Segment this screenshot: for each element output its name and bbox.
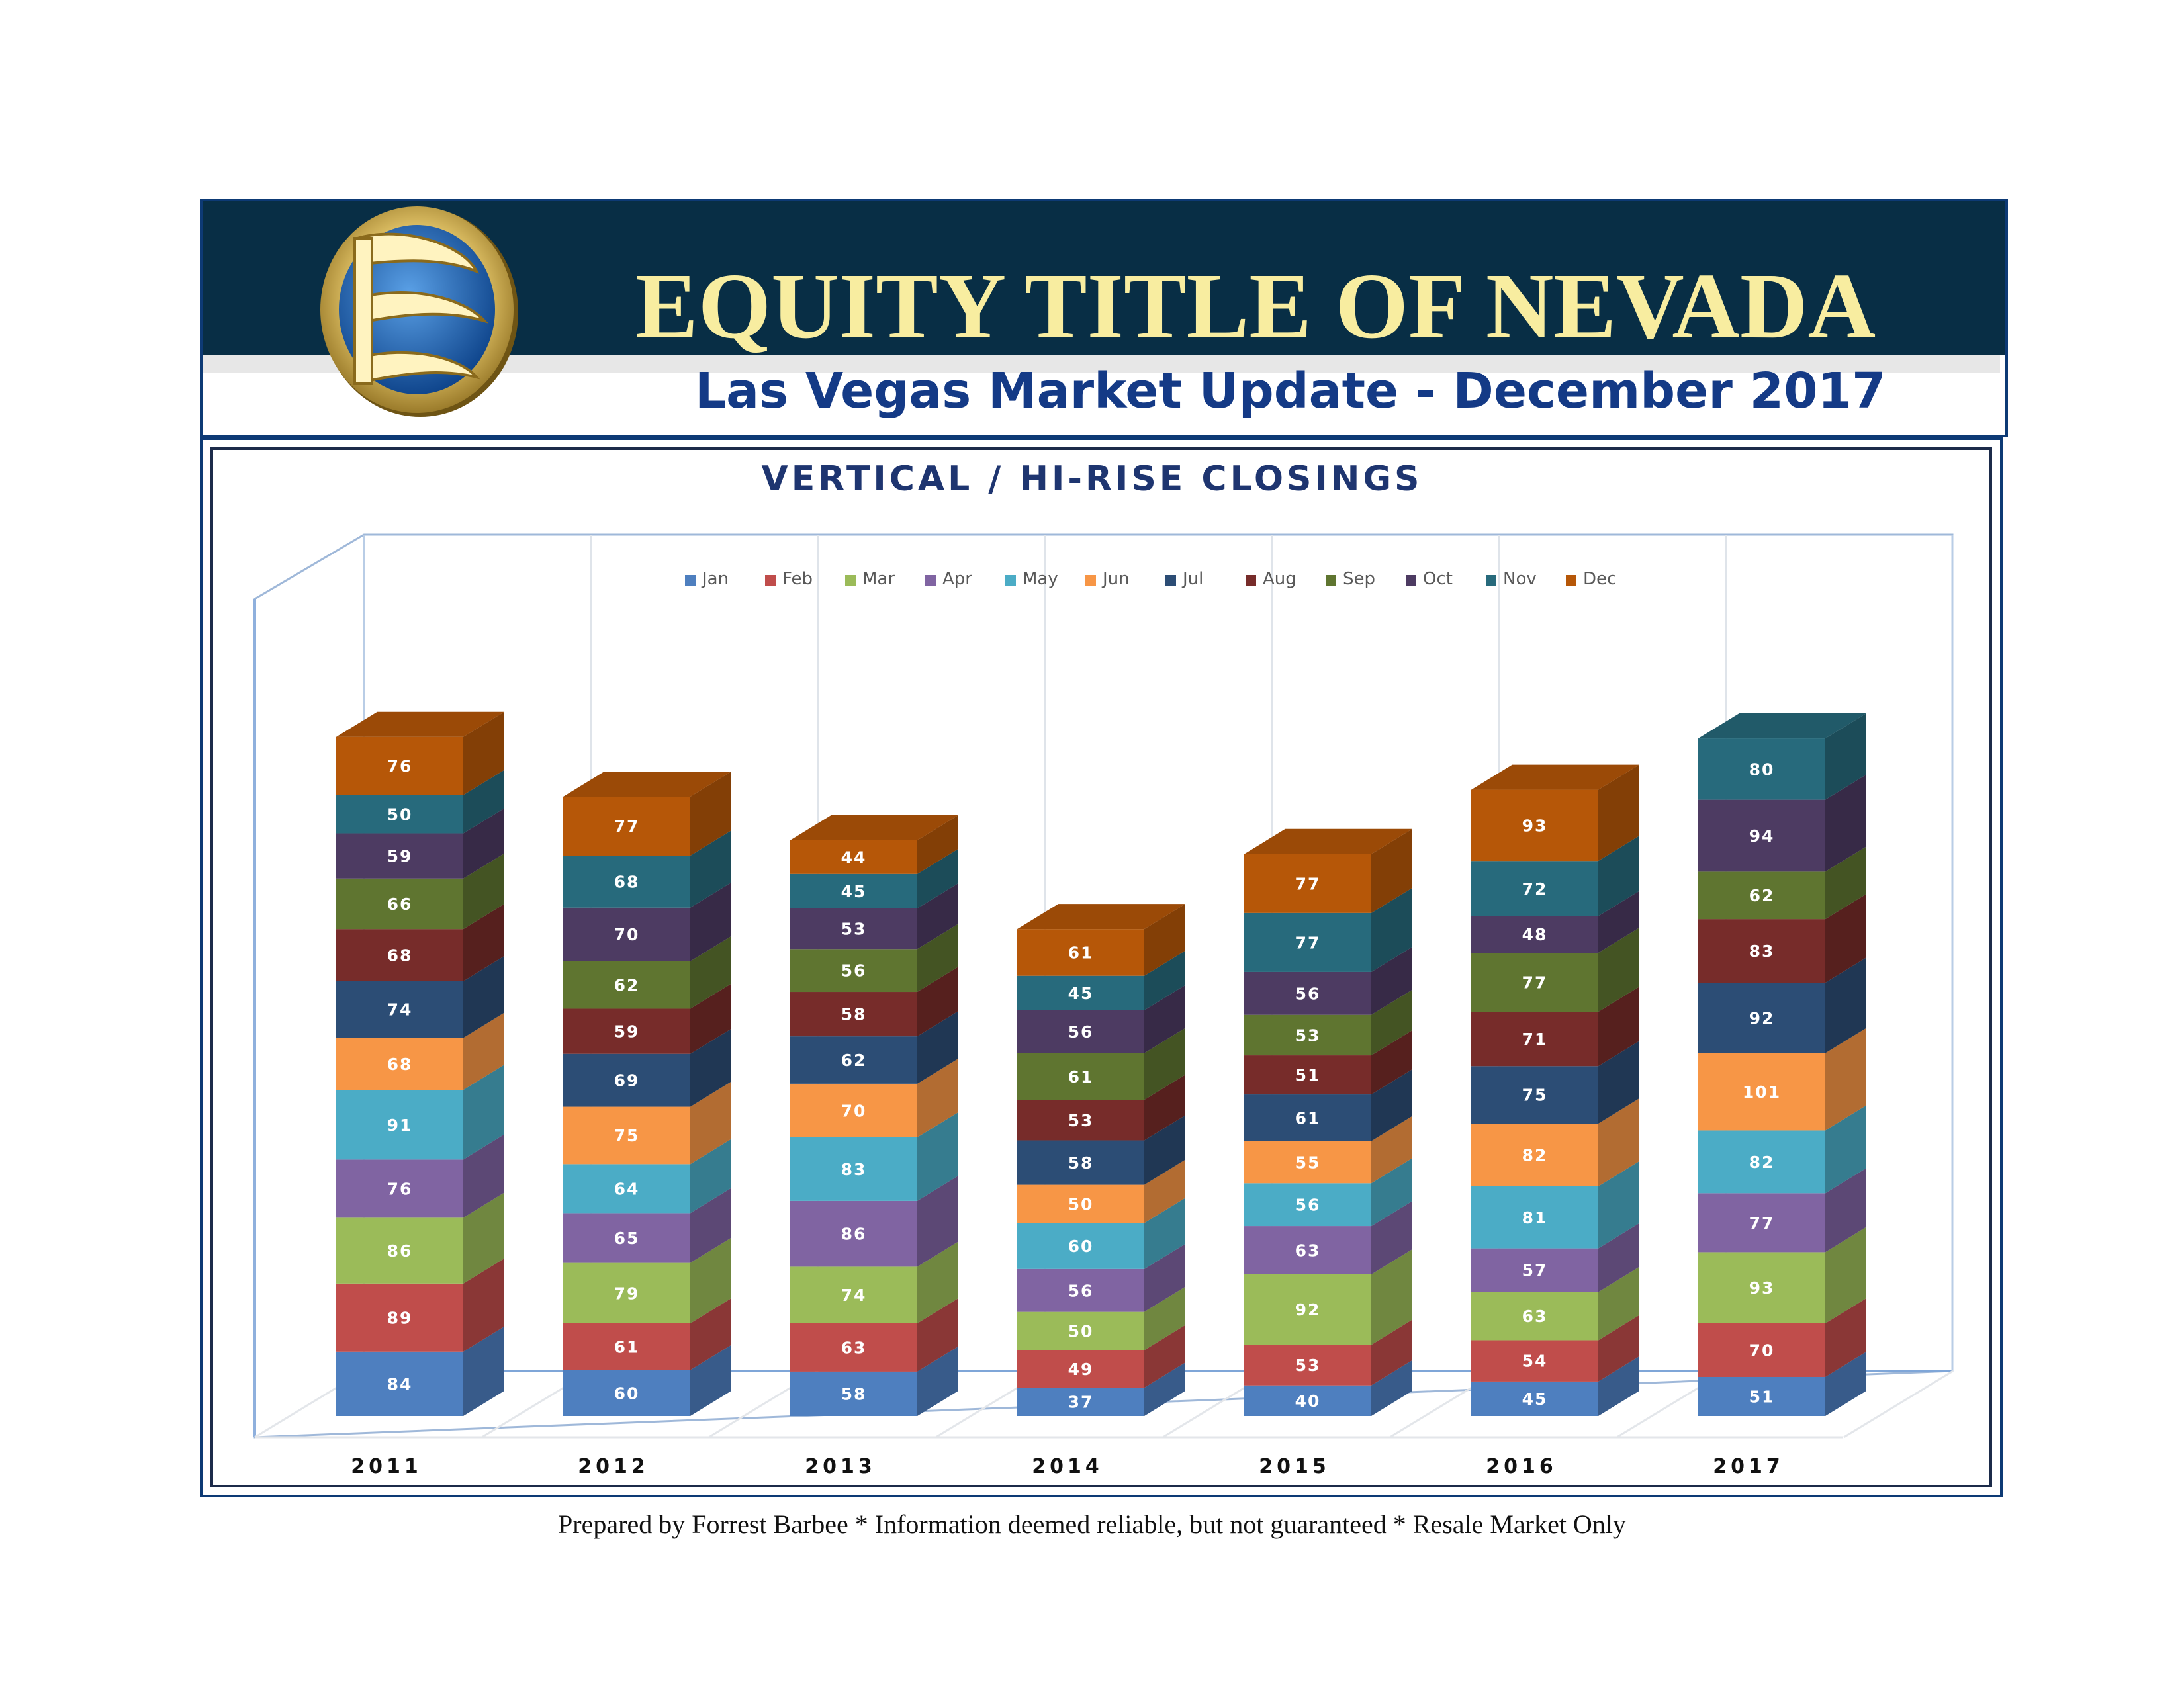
data-label: 60 (614, 1384, 640, 1403)
data-label: 86 (387, 1241, 413, 1261)
data-label: 58 (841, 1384, 867, 1404)
legend-swatch-jul (1165, 575, 1176, 586)
x-tick-label: 2017 (1713, 1455, 1784, 1478)
data-label: 50 (1068, 1321, 1094, 1341)
data-label: 60 (1068, 1237, 1094, 1257)
data-label: 45 (841, 881, 867, 901)
data-label: 77 (1295, 933, 1321, 953)
legend-label-may: May (1023, 569, 1058, 589)
data-label: 75 (614, 1126, 640, 1145)
data-label: 77 (1749, 1213, 1775, 1233)
data-label: 61 (1068, 1067, 1094, 1086)
data-label: 54 (1522, 1351, 1548, 1371)
x-tick-label: 2015 (1259, 1455, 1330, 1478)
legend-label-jan: Jan (702, 569, 729, 589)
legend-label-sep: Sep (1343, 569, 1376, 589)
data-label: 66 (387, 894, 413, 914)
legend-label-oct: Oct (1423, 569, 1453, 589)
data-label: 56 (1295, 984, 1321, 1004)
data-label: 56 (841, 961, 867, 981)
data-label: 51 (1295, 1065, 1321, 1085)
data-label: 62 (841, 1050, 867, 1070)
data-label: 56 (1068, 1281, 1094, 1301)
data-label: 65 (614, 1228, 640, 1248)
data-label: 81 (1522, 1208, 1548, 1227)
page-subtitle: Las Vegas Market Update - December 2017 (695, 363, 1886, 420)
legend-swatch-sep (1326, 575, 1336, 586)
legend-swatch-may (1005, 575, 1016, 586)
legend-swatch-oct (1406, 575, 1416, 586)
data-label: 58 (1068, 1153, 1094, 1173)
x-tick-label: 2016 (1486, 1455, 1557, 1478)
data-label: 70 (614, 925, 640, 945)
legend-label-feb: Feb (782, 569, 813, 589)
data-label: 72 (1522, 879, 1548, 899)
data-label: 53 (1295, 1356, 1321, 1376)
data-label: 101 (1742, 1083, 1782, 1102)
legend-label-nov: Nov (1503, 569, 1537, 589)
chart-title: VERTICAL / HI-RISE CLOSINGS (761, 459, 1423, 499)
data-label: 68 (614, 872, 640, 892)
legend-label-mar: Mar (862, 569, 895, 589)
legend-swatch-jun (1085, 575, 1096, 586)
data-label: 92 (1295, 1300, 1321, 1320)
data-label: 74 (841, 1286, 867, 1306)
data-label: 58 (841, 1004, 867, 1024)
data-label: 77 (614, 817, 640, 836)
data-label: 82 (1522, 1145, 1548, 1165)
data-label: 79 (614, 1284, 640, 1304)
data-label: 82 (1749, 1152, 1775, 1172)
legend-label-jul: Jul (1183, 569, 1204, 589)
data-label: 64 (614, 1179, 640, 1199)
data-label: 50 (387, 805, 413, 824)
data-label: 61 (1295, 1108, 1321, 1128)
data-label: 84 (387, 1374, 413, 1394)
data-label: 74 (387, 1000, 413, 1020)
data-label: 83 (1749, 942, 1775, 961)
data-label: 59 (387, 846, 413, 866)
data-label: 62 (1749, 886, 1775, 906)
data-label: 76 (387, 756, 413, 776)
data-label: 94 (1749, 826, 1775, 846)
data-label: 75 (1522, 1085, 1548, 1105)
data-label: 70 (1749, 1341, 1775, 1360)
data-label: 93 (1522, 816, 1548, 836)
data-label: 50 (1068, 1194, 1094, 1214)
legend-swatch-nov (1486, 575, 1496, 586)
legend-swatch-apr (925, 575, 936, 586)
data-label: 53 (1068, 1110, 1094, 1130)
data-label: 77 (1522, 973, 1548, 993)
data-label: 44 (841, 848, 867, 867)
data-label: 91 (387, 1115, 413, 1135)
data-label: 59 (614, 1022, 640, 1041)
data-label: 70 (841, 1101, 867, 1121)
data-label: 89 (387, 1308, 413, 1328)
data-label: 48 (1522, 925, 1548, 945)
legend-swatch-aug (1246, 575, 1256, 586)
legend-label-aug: Aug (1263, 569, 1297, 589)
data-label: 49 (1068, 1359, 1094, 1379)
data-label: 93 (1749, 1278, 1775, 1298)
data-label: 76 (387, 1179, 413, 1199)
x-tick-label: 2013 (805, 1455, 876, 1478)
legend-swatch-mar (845, 575, 856, 586)
data-label: 77 (1295, 874, 1321, 894)
data-label: 71 (1522, 1030, 1548, 1049)
data-label: 56 (1068, 1022, 1094, 1042)
legend-swatch-dec (1566, 575, 1576, 586)
legend-label-jun: Jun (1103, 569, 1130, 589)
data-label: 61 (614, 1337, 640, 1357)
brand-title: EQUITY TITLE OF NEVADA (635, 253, 1876, 358)
data-label: 57 (1522, 1261, 1548, 1280)
data-label: 83 (841, 1159, 867, 1179)
data-label: 37 (1068, 1392, 1094, 1412)
data-label: 68 (387, 946, 413, 965)
x-tick-label: 2011 (351, 1455, 422, 1478)
data-label: 62 (614, 975, 640, 995)
legend-label-apr: Apr (942, 569, 972, 589)
data-label: 63 (1295, 1241, 1321, 1261)
data-label: 56 (1295, 1195, 1321, 1215)
data-label: 40 (1295, 1391, 1321, 1411)
data-label: 63 (841, 1338, 867, 1358)
legend-label-dec: Dec (1583, 569, 1617, 589)
data-label: 92 (1749, 1008, 1775, 1028)
legend-swatch-jan (685, 575, 696, 586)
legend-swatch-feb (765, 575, 776, 586)
data-label: 45 (1522, 1389, 1548, 1409)
data-label: 51 (1749, 1387, 1775, 1407)
data-label: 69 (614, 1071, 640, 1090)
data-label: 45 (1068, 983, 1094, 1003)
x-tick-label: 2014 (1032, 1455, 1103, 1478)
data-label: 55 (1295, 1153, 1321, 1173)
data-label: 80 (1749, 760, 1775, 779)
data-label: 61 (1068, 943, 1094, 963)
data-label: 63 (1522, 1307, 1548, 1327)
footer-note: Prepared by Forrest Barbee * Information deemed reliable, but not guaranteed * Resale Market Only (558, 1509, 1626, 1539)
x-tick-label: 2012 (578, 1455, 649, 1478)
data-label: 68 (387, 1054, 413, 1074)
data-label: 53 (1295, 1026, 1321, 1045)
data-label: 53 (841, 919, 867, 939)
data-label: 86 (841, 1224, 867, 1244)
